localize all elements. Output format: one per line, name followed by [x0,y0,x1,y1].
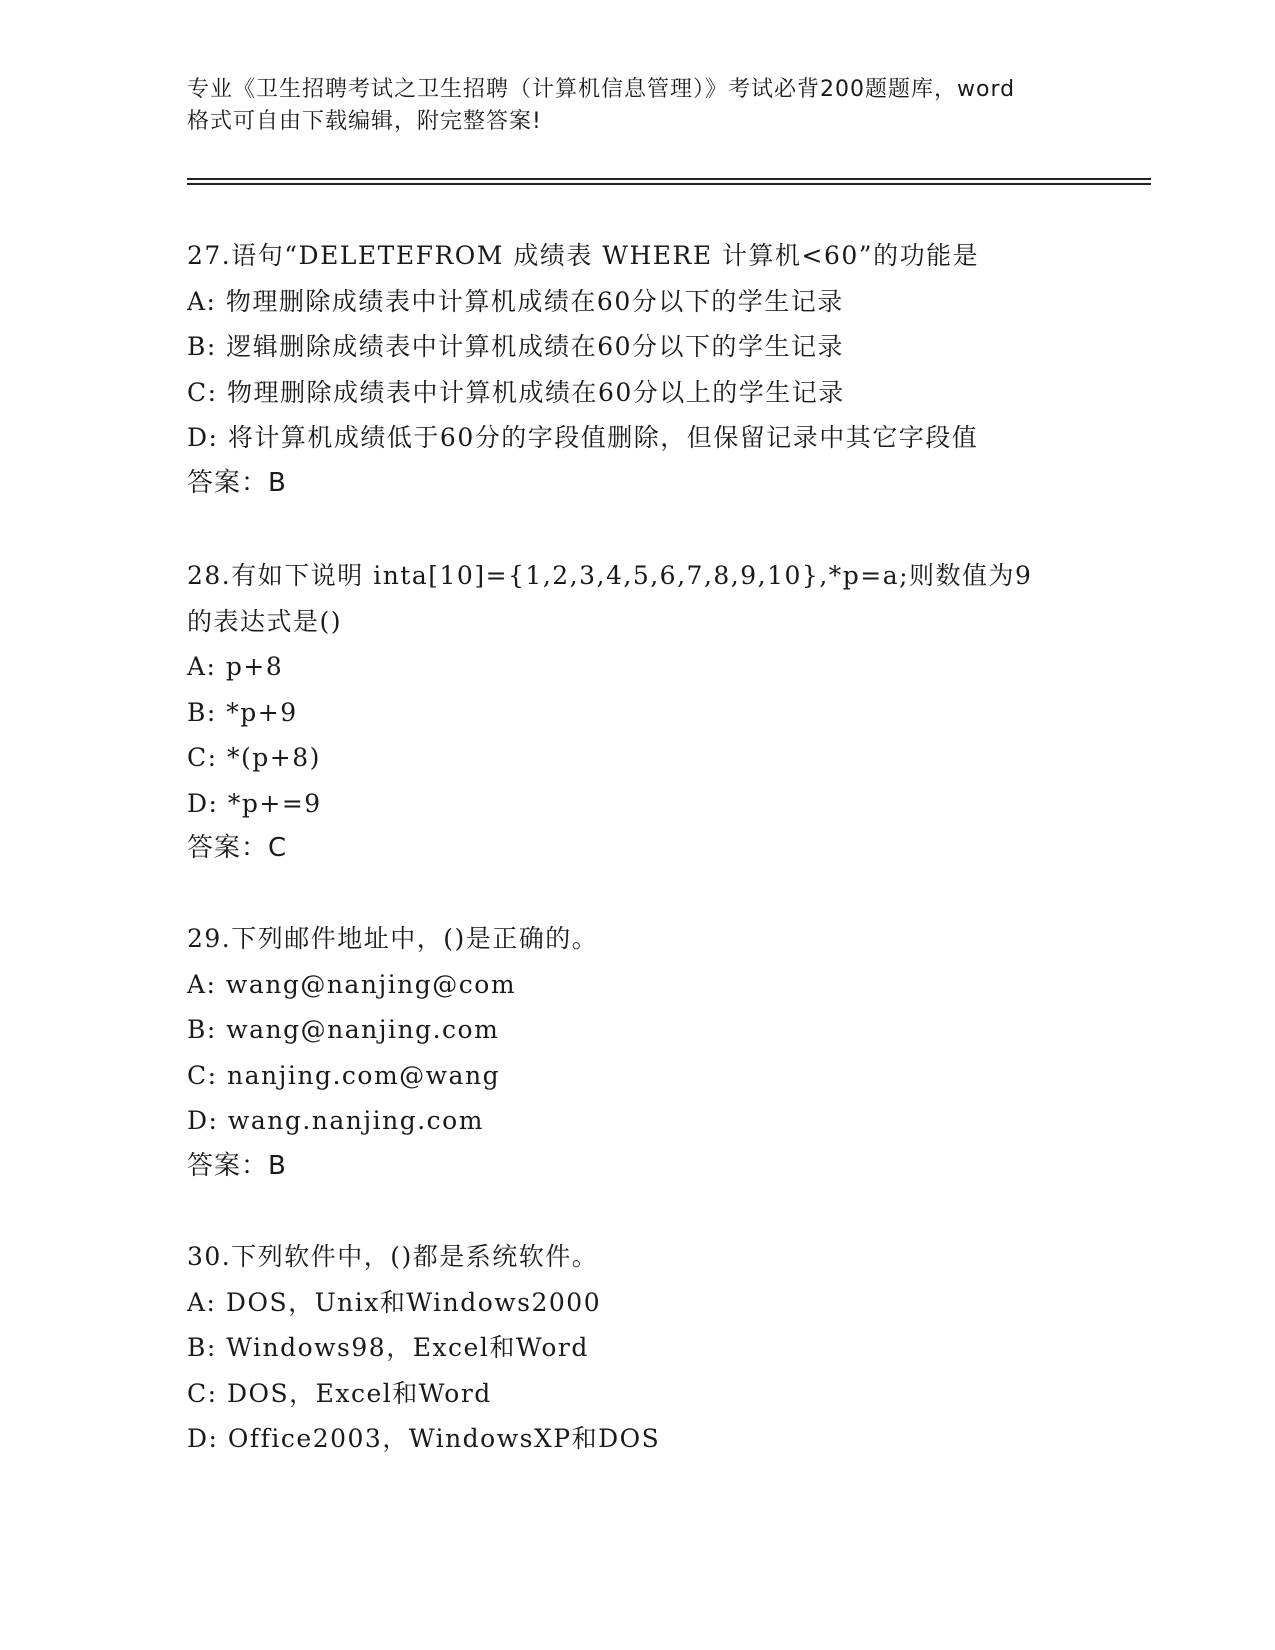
option-d: D: *p+=9 [187,788,322,818]
option-a: A: DOS，Unix和Windows2000 [187,1287,602,1317]
question-30 [187,1234,1107,1462]
question-stem-continued: 的表达式是() [187,606,343,636]
answer: 答案：C [187,833,288,863]
option-d: D: 将计算机成绩低于60分的字段值删除，但保留记录中其它字段值 [187,423,979,452]
document-header [187,74,1107,138]
question-stem: 27.语句“DELETEFROM 成绩表 WHERE 计算机<60”的功能是 [187,241,980,270]
question-28 [187,553,1107,872]
header-line-2: 格式可自由下载编辑，附完整答案! [187,109,542,134]
option-d: D: wang.nanjing.com [187,1106,484,1135]
header-line-1: 专业《卫生招聘考试之卫生招聘（计算机信息管理）》考试必背200题题库，word [187,77,1016,102]
option-c: C: nanjing.com@wang [187,1060,501,1090]
question-stem: 30.下列软件中，()都是系统软件。 [187,1242,599,1271]
question-29 [187,916,1107,1189]
option-c: C: 物理删除成绩表中计算机成绩在60分以上的学生记录 [187,377,845,407]
option-b: B: 逻辑删除成绩表中计算机成绩在60分以下的学生记录 [187,332,845,361]
header-divider-top [187,178,1151,180]
option-a: A: p+8 [187,652,284,681]
option-c: C: *(p+8) [187,743,321,772]
answer: 答案：B [187,1150,287,1181]
option-c: C: DOS，Excel和Word [187,1378,492,1408]
option-d: D: Office2003，WindowsXP和DOS [187,1424,661,1453]
option-b: B: wang@nanjing.com [187,1015,500,1044]
answer: 答案：B [187,467,287,498]
question-27 [187,233,1107,506]
option-b: B: *p+9 [187,697,298,727]
option-a: A: 物理删除成绩表中计算机成绩在60分以下的学生记录 [187,286,844,316]
question-stem: 28.有如下说明 inta[10]={1,2,3,4,5,6,7,8,9,10},*p=a;则数值为9 [187,561,1033,590]
option-b: B: Windows98，Excel和Word [187,1333,589,1362]
header-divider-bottom [187,183,1151,185]
option-a: A: wang@nanjing@com [187,969,517,999]
question-stem: 29.下列邮件地址中，()是正确的。 [187,924,599,953]
